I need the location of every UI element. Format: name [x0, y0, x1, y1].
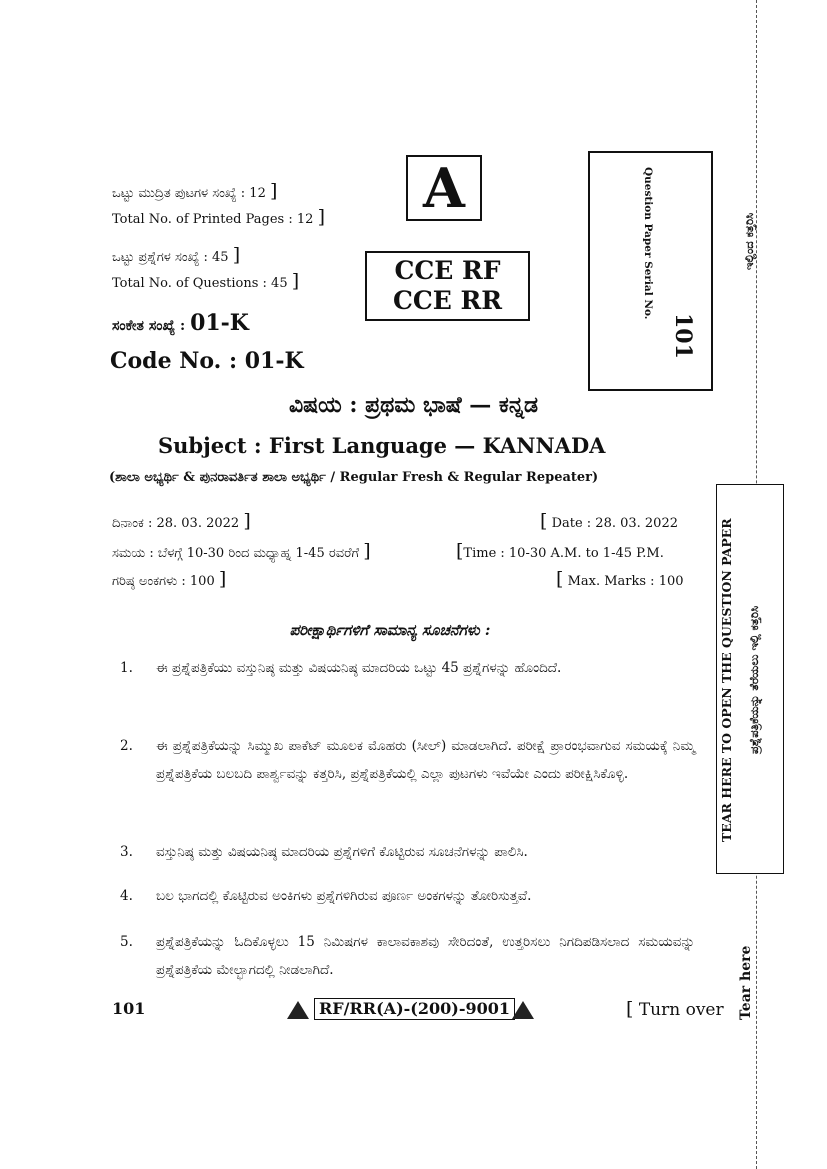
serial-number-label: Question Paper Serial No.	[642, 167, 654, 320]
footer-paper-code: RF/RR(A)-(200)-9001	[314, 998, 515, 1020]
instruction-text: ಈ ಪ್ರಶ್ನೆಪತ್ರಿಕೆಯು ವಸ್ತುನಿಷ್ಠ ಮತ್ತು ವಿಷಯನಿಷ್ಠ ಮಾದರಿಯ ಒಟ್ಟು 45 ಪ್ರಶ್ನೆಗಳನ್ನು ಹೊಂದಿದೆ.	[156, 660, 562, 676]
printed-pages-english: Total No. of Printed Pages : 12 ]	[112, 206, 325, 228]
code-number-english: Code No. : 01-K	[110, 348, 304, 374]
tear-instruction-kannada: ಪ್ರಶ್ನೆಪತ್ರಿಕೆಯನ್ನು ತೆರೆಯಲು ಇಲ್ಲಿ ಕತ್ತರಿಸಿ	[747, 605, 761, 755]
max-marks-kannada: ಗರಿಷ್ಠ ಅಂಕಗಳು : 100 ]	[112, 568, 227, 590]
serial-number-value: 101	[670, 313, 696, 359]
exam-date-english: [ Date : 28. 03. 2022	[540, 510, 678, 532]
code-number-kannada-label: ಸಂಕೇತ ಸಂಖ್ಯೆ :	[112, 318, 191, 334]
instruction-item	[120, 732, 695, 788]
paper-version-letter: A	[423, 156, 465, 220]
tear-instruction-english: TEAR HERE TO OPEN THE QUESTION PAPER	[719, 518, 734, 842]
triangle-marker-icon	[287, 1001, 309, 1019]
triangle-marker-icon	[512, 1001, 534, 1019]
printed-pages-kannada-text: ಒಟ್ಟು ಮುದ್ರಿತ ಪುಟಗಳ ಸಂಖ್ಯೆ : 12	[112, 186, 266, 201]
footer-page-code: 101	[112, 999, 146, 1018]
instruction-number: 2.	[120, 738, 133, 754]
instruction-number: 1.	[120, 660, 133, 676]
exam-time-english-text: Time : 10-30 A.M. to 1-45 P.M.	[463, 546, 664, 561]
instruction-number: 3.	[120, 844, 133, 860]
candidate-category: (ಶಾಲಾ ಅಭ್ಯರ್ಥಿ & ಪುನರಾವರ್ತಿತ ಶಾಲಾ ಅಭ್ಯರ್ಥಿ / Regular Fresh & Regular Repeater)	[109, 470, 599, 485]
exam-date-english-text: Date : 28. 03. 2022	[551, 516, 678, 531]
code-number-kannada-value: 01-K	[190, 310, 249, 336]
max-marks-english: [ Max. Marks : 100	[556, 568, 684, 590]
total-questions-kannada: ಒಟ್ಟು ಪ್ರಶ್ನೆಗಳ ಸಂಖ್ಯೆ : 45 ]	[112, 244, 241, 266]
instruction-text: ವಸ್ತುನಿಷ್ಠ ಮತ್ತು ವಿಷಯನಿಷ್ಠ ಮಾದರಿಯ ಪ್ರಶ್ನೆಗಳಿಗೆ ಕೊಟ್ಟಿರುವ ಸೂಚನೆಗಳನ್ನು ಪಾಲಿಸಿ.	[156, 844, 528, 860]
printed-pages-kannada: ಒಟ್ಟು ಮುದ್ರಿತ ಪುಟಗಳ ಸಂಖ್ಯೆ : 12 ]	[112, 180, 278, 202]
instruction-number: 4.	[120, 888, 133, 904]
instruction-item	[120, 838, 695, 866]
scheme-line-1: CCE RF	[394, 256, 501, 285]
exam-time-kannada: ಸಮಯ : ಬೆಳಗ್ಗೆ 10-30 ರಿಂದ ಮಧ್ಯಾಹ್ನ 1-45 ರವರೆಗೆ ]	[112, 540, 371, 562]
paper-version-box	[406, 155, 482, 221]
instruction-text: ಬಲ ಭಾಗದಲ್ಲಿ ಕೊಟ್ಟಿರುವ ಅಂಕಿಗಳು ಪ್ರಶ್ನೆಗಳಿಗಿರುವ ಪೂರ್ಣ ಅಂಕಗಳನ್ನು ತೋರಿಸುತ್ತವೆ.	[156, 888, 532, 904]
total-questions-kannada-text: ಒಟ್ಟು ಪ್ರಶ್ನೆಗಳ ಸಂಖ್ಯೆ : 45	[112, 250, 229, 265]
exam-date-kannada-text: ದಿನಾಂಕ : 28. 03. 2022	[112, 516, 240, 531]
cut-here-kannada-label: ಇಲ್ಲಿಂದ ಕತ್ತರಿಸಿ	[742, 160, 756, 270]
turn-over-text: Turn over	[638, 1000, 724, 1020]
tear-here-label: Tear here	[738, 930, 754, 1020]
instruction-item	[120, 928, 695, 984]
subject-title-english: Subject : First Language — KANNADA	[158, 433, 606, 458]
exam-time-english: [Time : 10-30 A.M. to 1-45 P.M.	[456, 540, 664, 562]
subject-title-kannada: ವಿಷಯ : ಪ್ರಥಮ ಭಾಷೆ — ಕನ್ನಡ	[288, 392, 539, 418]
printed-pages-english-text: Total No. of Printed Pages : 12	[112, 212, 314, 227]
scheme-line-2: CCE RR	[392, 286, 503, 315]
instruction-text: ಪ್ರಶ್ನೆಪತ್ರಿಕೆಯನ್ನು ಓದಿಕೊಳ್ಳಲು 15 ನಿಮಿಷಗಳ ಕಾಲಾವಕಾಶವು ಸೇರಿದಂತೆ, ಉತ್ತರಿಸಲು ನಿಗದಿಪಡಿಸಲಾದ ಸಮಯವನ್ನು ಪ್ರಶ್ನೆಪತ್ರಿಕೆಯ ಮೇಲ್ಭಾಗದಲ್ಲಿ ನೀಡಲಾಗಿದೆ.	[156, 934, 695, 978]
instruction-item	[120, 882, 695, 910]
instruction-text: ಈ ಪ್ರಶ್ನೆಪತ್ರಿಕೆಯನ್ನು ಸಿಮ್ಮುಖ ಪಾಕೆಟ್ ಮೂಲಕ ಮೊಹರು (ಸೀಲ್) ಮಾಡಲಾಗಿದೆ. ಪರೀಕ್ಷೆ ಪ್ರಾರಂಭವಾಗುವ ಸಮಯಕ್ಕೆ ನಿಮ್ಮ ಪ್ರಶ್ನೆಪತ್ರಿಕೆಯ ಬಲಬದಿ ಪಾರ್ಶ್ವವನ್ನು ಕತ್ತರಿಸಿ, ಪ್ರಶ್ನೆಪತ್ರಿಕೆಯಲ್ಲಿ ಎಲ್ಲಾ ಪುಟಗಳು ಇವೆಯೇ ಎಂದು ಪರೀಕ್ಷಿಸಿಕೊಳ್ಳಿ.	[156, 738, 695, 782]
max-marks-kannada-text: ಗರಿಷ್ಠ ಅಂಕಗಳು : 100	[112, 574, 215, 589]
scheme-box	[365, 251, 530, 321]
instruction-number: 5.	[120, 934, 133, 950]
question-paper-serial-box	[588, 151, 713, 391]
total-questions-english: Total No. of Questions : 45 ]	[112, 270, 300, 292]
exam-date-kannada: ದಿನಾಂಕ : 28. 03. 2022 ]	[112, 510, 251, 532]
tear-instruction-box	[716, 484, 784, 874]
exam-time-kannada-text: ಸಮಯ : ಬೆಳಗ್ಗೆ 10-30 ರಿಂದ ಮಧ್ಯಾಹ್ನ 1-45 ರವರೆಗೆ	[112, 546, 360, 561]
code-number-kannada	[112, 310, 249, 336]
instructions-heading: ಪರೀಕ್ಷಾರ್ಥಿಗಳಿಗೆ ಸಾಮಾನ್ಯ ಸೂಚನೆಗಳು :	[289, 621, 491, 639]
instruction-item	[120, 654, 695, 682]
total-questions-english-text: Total No. of Questions : 45	[112, 276, 288, 291]
max-marks-english-text: Max. Marks : 100	[567, 574, 684, 589]
turn-over-label: [ Turn over	[626, 998, 724, 1020]
